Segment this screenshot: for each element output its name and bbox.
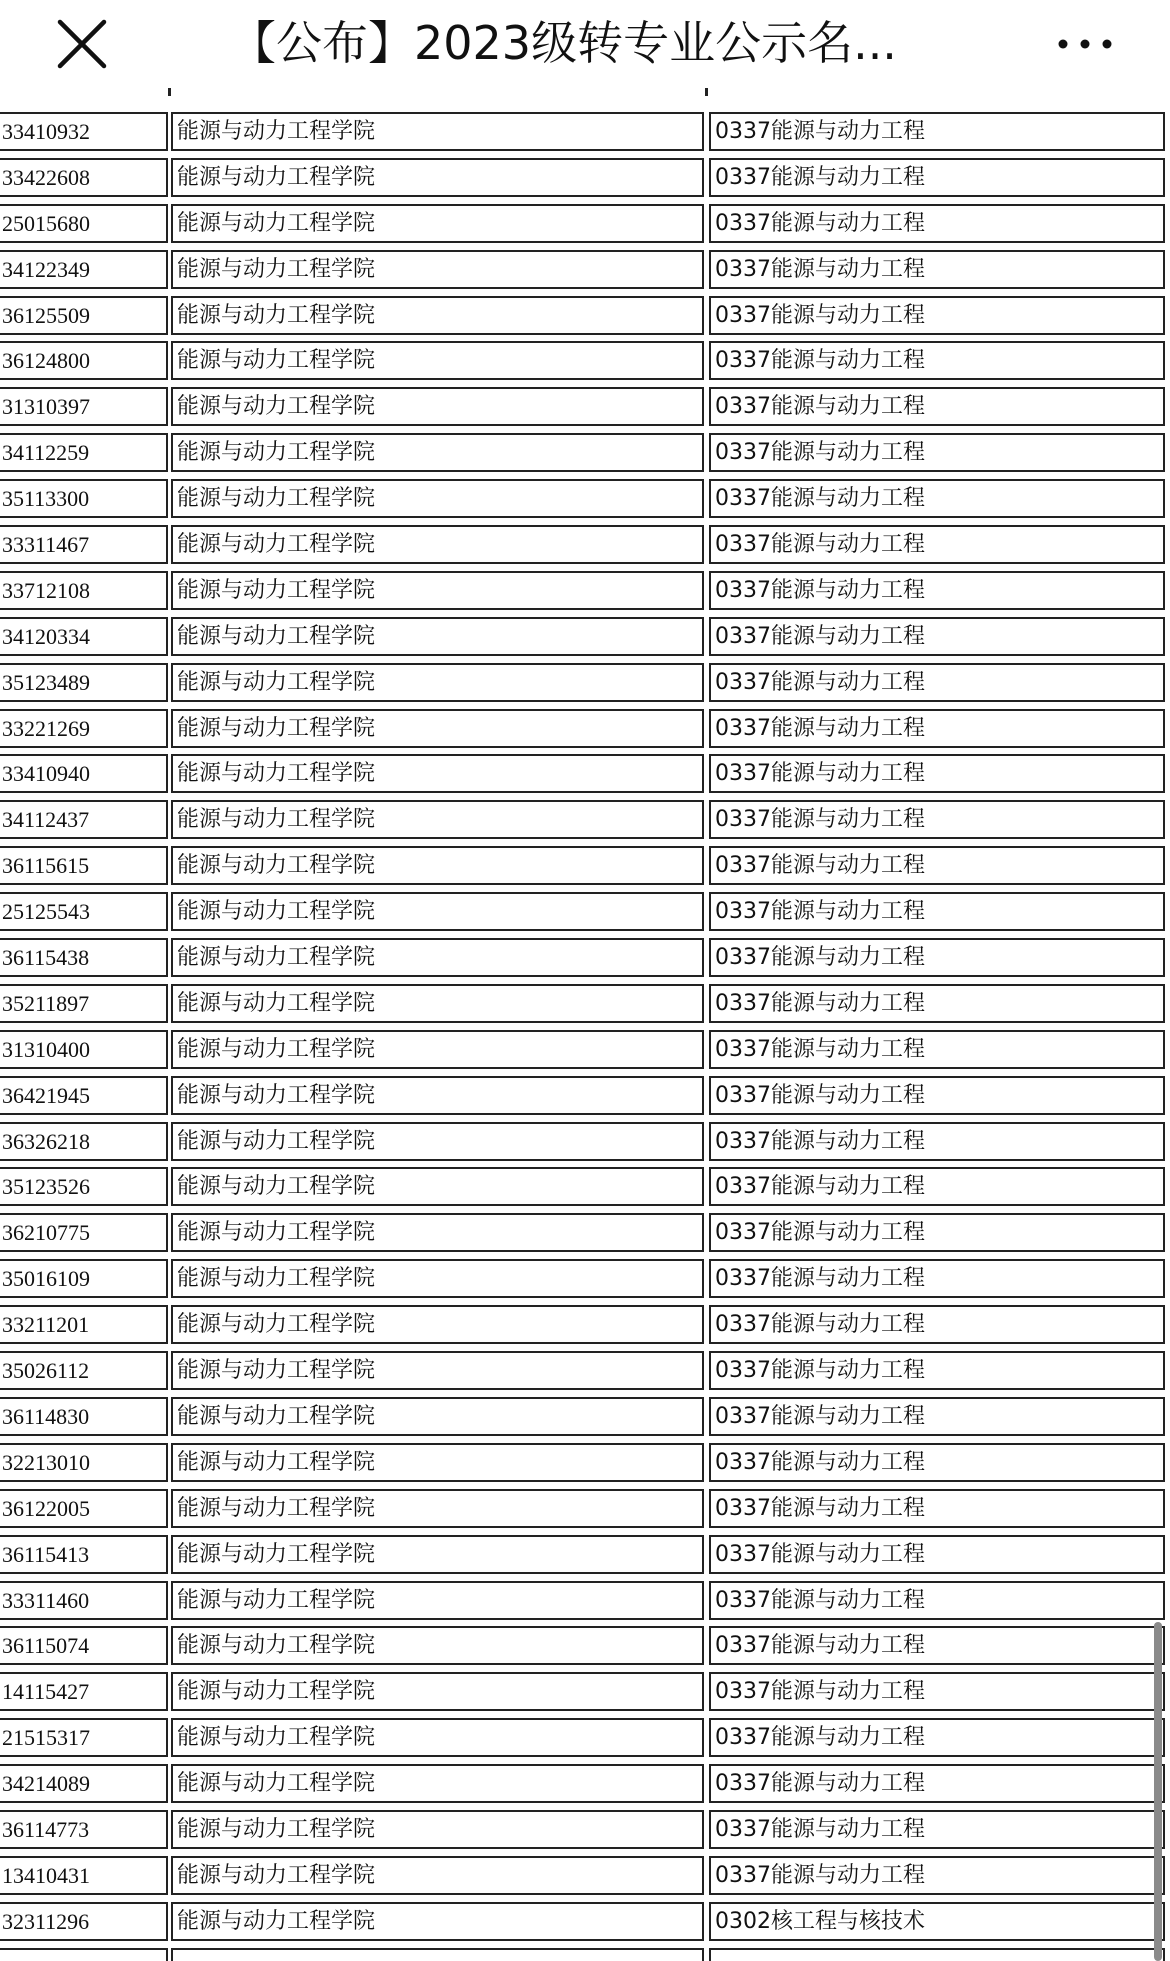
student-id-cell: 34122349 bbox=[0, 250, 168, 289]
college-cell: 能源与动力工程学院 bbox=[171, 1626, 704, 1665]
table-row bbox=[0, 1076, 1170, 1122]
transfer-list-table bbox=[0, 112, 1170, 1961]
college-cell: 能源与动力工程学院 bbox=[171, 158, 704, 197]
college-cell: 能源与动力工程学院 bbox=[171, 1305, 704, 1344]
college-cell: 能源与动力工程学院 bbox=[171, 1718, 704, 1757]
major-cell: 0337能源与动力工程 bbox=[709, 112, 1165, 151]
student-id-cell: 36421945 bbox=[0, 1076, 168, 1115]
major-cell: 0302核工程与核技术 bbox=[709, 1902, 1165, 1941]
student-id-cell: 25125543 bbox=[0, 892, 168, 931]
student-id-cell: 33712108 bbox=[0, 571, 168, 610]
major-cell: 0337能源与动力工程 bbox=[709, 1718, 1165, 1757]
student-id-cell: 31310400 bbox=[0, 1030, 168, 1069]
college-cell: 能源与动力工程学院 bbox=[171, 112, 704, 151]
table-row bbox=[0, 1305, 1170, 1351]
table-row bbox=[0, 1351, 1170, 1397]
table-row bbox=[0, 296, 1170, 342]
major-cell: 0337能源与动力工程 bbox=[709, 846, 1165, 885]
table-row bbox=[0, 204, 1170, 250]
major-cell: 0337能源与动力工程 bbox=[709, 479, 1165, 518]
college-cell: 能源与动力工程学院 bbox=[171, 754, 704, 793]
major-cell: 0337能源与动力工程 bbox=[709, 1305, 1165, 1344]
student-id-cell: 33211201 bbox=[0, 1305, 168, 1344]
major-cell: 0337能源与动力工程 bbox=[709, 158, 1165, 197]
student-id-cell: 13410431 bbox=[0, 1856, 168, 1895]
student-id-cell: 35123489 bbox=[0, 663, 168, 702]
college-cell: 能源与动力工程学院 bbox=[171, 1535, 704, 1574]
major-cell: 0337能源与动力工程 bbox=[709, 1397, 1165, 1436]
college-cell: 能源与动力工程学院 bbox=[171, 1259, 704, 1298]
major-cell: 0337能源与动力工程 bbox=[709, 1259, 1165, 1298]
major-cell: 0337能源与动力工程 bbox=[709, 204, 1165, 243]
table-row bbox=[0, 846, 1170, 892]
close-button[interactable] bbox=[52, 14, 112, 74]
major-cell: 0337能源与动力工程 bbox=[709, 617, 1165, 656]
table-row bbox=[0, 433, 1170, 479]
college-cell: 能源与动力工程学院 bbox=[171, 709, 704, 748]
college-cell: 能源与动力工程学院 bbox=[171, 800, 704, 839]
student-id-cell: 33311467 bbox=[0, 525, 168, 564]
table-row bbox=[0, 617, 1170, 663]
major-cell: 0337能源与动力工程 bbox=[709, 1076, 1165, 1115]
table-row bbox=[0, 1397, 1170, 1443]
table-row bbox=[0, 1535, 1170, 1581]
student-id-cell: 33410940 bbox=[0, 754, 168, 793]
college-cell: 能源与动力工程学院 bbox=[171, 571, 704, 610]
student-id-cell: 25015680 bbox=[0, 204, 168, 243]
major-cell: 0337能源与动力工程 bbox=[709, 892, 1165, 931]
student-id-cell: 31310397 bbox=[0, 387, 168, 426]
table-row bbox=[0, 892, 1170, 938]
major-cell: 0337能源与动力工程 bbox=[709, 571, 1165, 610]
major-cell: 0337能源与动力工程 bbox=[709, 754, 1165, 793]
table-row bbox=[0, 1259, 1170, 1305]
student-id-cell: 33221269 bbox=[0, 709, 168, 748]
college-cell: 能源与动力工程学院 bbox=[171, 1076, 704, 1115]
table-row bbox=[0, 1948, 1170, 1961]
student-id-cell: 36115074 bbox=[0, 1626, 168, 1665]
student-id-cell: 36114773 bbox=[0, 1810, 168, 1849]
table-row bbox=[0, 250, 1170, 296]
major-cell: 0337能源与动力工程 bbox=[709, 984, 1165, 1023]
major-cell: 0337能源与动力工程 bbox=[709, 1535, 1165, 1574]
table-row bbox=[0, 1581, 1170, 1627]
table-row bbox=[0, 1764, 1170, 1810]
college-cell: 能源与动力工程学院 bbox=[171, 1030, 704, 1069]
student-id-cell: 34120334 bbox=[0, 617, 168, 656]
student-id-cell: 36326218 bbox=[0, 1122, 168, 1161]
student-id-cell: 36115413 bbox=[0, 1535, 168, 1574]
major-cell: 0337能源与动力工程 bbox=[709, 1672, 1165, 1711]
college-cell: 能源与动力工程学院 bbox=[171, 663, 704, 702]
student-id-cell: 36122005 bbox=[0, 1489, 168, 1528]
college-cell: 能源与动力工程学院 bbox=[171, 1213, 704, 1252]
college-cell: 能源与动力工程学院 bbox=[171, 617, 704, 656]
student-id-cell: 35211897 bbox=[0, 984, 168, 1023]
table-row bbox=[0, 1718, 1170, 1764]
college-cell: 能源与动力工程学院 bbox=[171, 296, 704, 335]
major-cell: 0337能源与动力工程 bbox=[709, 1351, 1165, 1390]
major-cell: 0337能源与动力工程 bbox=[709, 1764, 1165, 1803]
major-cell: 0337能源与动力工程 bbox=[709, 525, 1165, 564]
college-cell: 能源与动力工程学院 bbox=[171, 1581, 704, 1620]
table-top-edge bbox=[0, 88, 1170, 96]
table-row bbox=[0, 663, 1170, 709]
college-cell: 能源与动力工程学院 bbox=[171, 1351, 704, 1390]
student-id-cell: 36124800 bbox=[0, 341, 168, 380]
major-cell: 0337能源与动力工程 bbox=[709, 1856, 1165, 1895]
student-id-cell: 35123526 bbox=[0, 1167, 168, 1206]
college-cell: 能源与动力工程学院 bbox=[171, 204, 704, 243]
college-cell: 能源与动力工程学院 bbox=[171, 1764, 704, 1803]
college-cell: 能源与动力工程学院 bbox=[171, 1672, 704, 1711]
student-id-cell: 34214089 bbox=[0, 1764, 168, 1803]
table-row bbox=[0, 1856, 1170, 1902]
student-id-cell: 34112259 bbox=[0, 433, 168, 472]
major-cell: 0337能源与动力工程 bbox=[709, 1626, 1165, 1665]
major-cell bbox=[709, 1948, 1165, 1961]
table-row bbox=[0, 1213, 1170, 1259]
major-cell: 0337能源与动力工程 bbox=[709, 1810, 1165, 1849]
college-cell: 能源与动力工程学院 bbox=[171, 984, 704, 1023]
table-row bbox=[0, 1626, 1170, 1672]
student-id-cell: 34112437 bbox=[0, 800, 168, 839]
college-cell: 能源与动力工程学院 bbox=[171, 1122, 704, 1161]
college-cell bbox=[171, 1948, 704, 1961]
college-cell: 能源与动力工程学院 bbox=[171, 1810, 704, 1849]
college-cell: 能源与动力工程学院 bbox=[171, 1856, 704, 1895]
table-row bbox=[0, 938, 1170, 984]
table-row bbox=[0, 754, 1170, 800]
college-cell: 能源与动力工程学院 bbox=[171, 1489, 704, 1528]
major-cell: 0337能源与动力工程 bbox=[709, 938, 1165, 977]
college-cell: 能源与动力工程学院 bbox=[171, 1443, 704, 1482]
student-id-cell: 21515317 bbox=[0, 1718, 168, 1757]
table-row bbox=[0, 387, 1170, 433]
table-row bbox=[0, 1122, 1170, 1168]
college-cell: 能源与动力工程学院 bbox=[171, 525, 704, 564]
student-id-cell: 35026112 bbox=[0, 1351, 168, 1390]
document-view[interactable] bbox=[0, 88, 1170, 1961]
student-id-cell bbox=[0, 1948, 168, 1961]
table-row bbox=[0, 571, 1170, 617]
close-icon bbox=[56, 18, 108, 70]
major-cell: 0337能源与动力工程 bbox=[709, 709, 1165, 748]
college-cell: 能源与动力工程学院 bbox=[171, 938, 704, 977]
major-cell: 0337能源与动力工程 bbox=[709, 341, 1165, 380]
table-row bbox=[0, 800, 1170, 846]
table-row bbox=[0, 984, 1170, 1030]
table-row bbox=[0, 112, 1170, 158]
more-icon bbox=[1055, 36, 1115, 52]
college-cell: 能源与动力工程学院 bbox=[171, 250, 704, 289]
vertical-scrollbar[interactable] bbox=[1154, 1622, 1162, 1961]
major-cell: 0337能源与动力工程 bbox=[709, 433, 1165, 472]
table-row bbox=[0, 525, 1170, 571]
college-cell: 能源与动力工程学院 bbox=[171, 846, 704, 885]
major-cell: 0337能源与动力工程 bbox=[709, 250, 1165, 289]
college-cell: 能源与动力工程学院 bbox=[171, 1167, 704, 1206]
college-cell: 能源与动力工程学院 bbox=[171, 1902, 704, 1941]
major-cell: 0337能源与动力工程 bbox=[709, 1489, 1165, 1528]
student-id-cell: 32213010 bbox=[0, 1443, 168, 1482]
table-row bbox=[0, 1489, 1170, 1535]
student-id-cell: 33311460 bbox=[0, 1581, 168, 1620]
student-id-cell: 14115427 bbox=[0, 1672, 168, 1711]
major-cell: 0337能源与动力工程 bbox=[709, 663, 1165, 702]
table-row bbox=[0, 341, 1170, 387]
major-cell: 0337能源与动力工程 bbox=[709, 1122, 1165, 1161]
major-cell: 0337能源与动力工程 bbox=[709, 1213, 1165, 1252]
table-row bbox=[0, 709, 1170, 755]
major-cell: 0337能源与动力工程 bbox=[709, 387, 1165, 426]
table-row bbox=[0, 1443, 1170, 1489]
student-id-cell: 36125509 bbox=[0, 296, 168, 335]
student-id-cell: 36115615 bbox=[0, 846, 168, 885]
student-id-cell: 36210775 bbox=[0, 1213, 168, 1252]
table-row bbox=[0, 1167, 1170, 1213]
college-cell: 能源与动力工程学院 bbox=[171, 387, 704, 426]
student-id-cell: 36114830 bbox=[0, 1397, 168, 1436]
major-cell: 0337能源与动力工程 bbox=[709, 1167, 1165, 1206]
major-cell: 0337能源与动力工程 bbox=[709, 1443, 1165, 1482]
table-row bbox=[0, 1902, 1170, 1948]
student-id-cell: 35113300 bbox=[0, 479, 168, 518]
table-row bbox=[0, 1672, 1170, 1718]
top-nav-bar bbox=[0, 0, 1170, 88]
college-cell: 能源与动力工程学院 bbox=[171, 1397, 704, 1436]
college-cell: 能源与动力工程学院 bbox=[171, 892, 704, 931]
student-id-cell: 33422608 bbox=[0, 158, 168, 197]
student-id-cell: 35016109 bbox=[0, 1259, 168, 1298]
page-title: 【公布】2023级转专业公示名... bbox=[230, 16, 897, 70]
table-row bbox=[0, 1810, 1170, 1856]
student-id-cell: 36115438 bbox=[0, 938, 168, 977]
table-row bbox=[0, 1030, 1170, 1076]
major-cell: 0337能源与动力工程 bbox=[709, 800, 1165, 839]
college-cell: 能源与动力工程学院 bbox=[171, 479, 704, 518]
table-row bbox=[0, 158, 1170, 204]
student-id-cell: 32311296 bbox=[0, 1902, 168, 1941]
major-cell: 0337能源与动力工程 bbox=[709, 1030, 1165, 1069]
college-cell: 能源与动力工程学院 bbox=[171, 433, 704, 472]
major-cell: 0337能源与动力工程 bbox=[709, 296, 1165, 335]
major-cell: 0337能源与动力工程 bbox=[709, 1581, 1165, 1620]
college-cell: 能源与动力工程学院 bbox=[171, 341, 704, 380]
student-id-cell: 33410932 bbox=[0, 112, 168, 151]
table-row bbox=[0, 479, 1170, 525]
more-options-button[interactable] bbox=[1040, 16, 1130, 72]
